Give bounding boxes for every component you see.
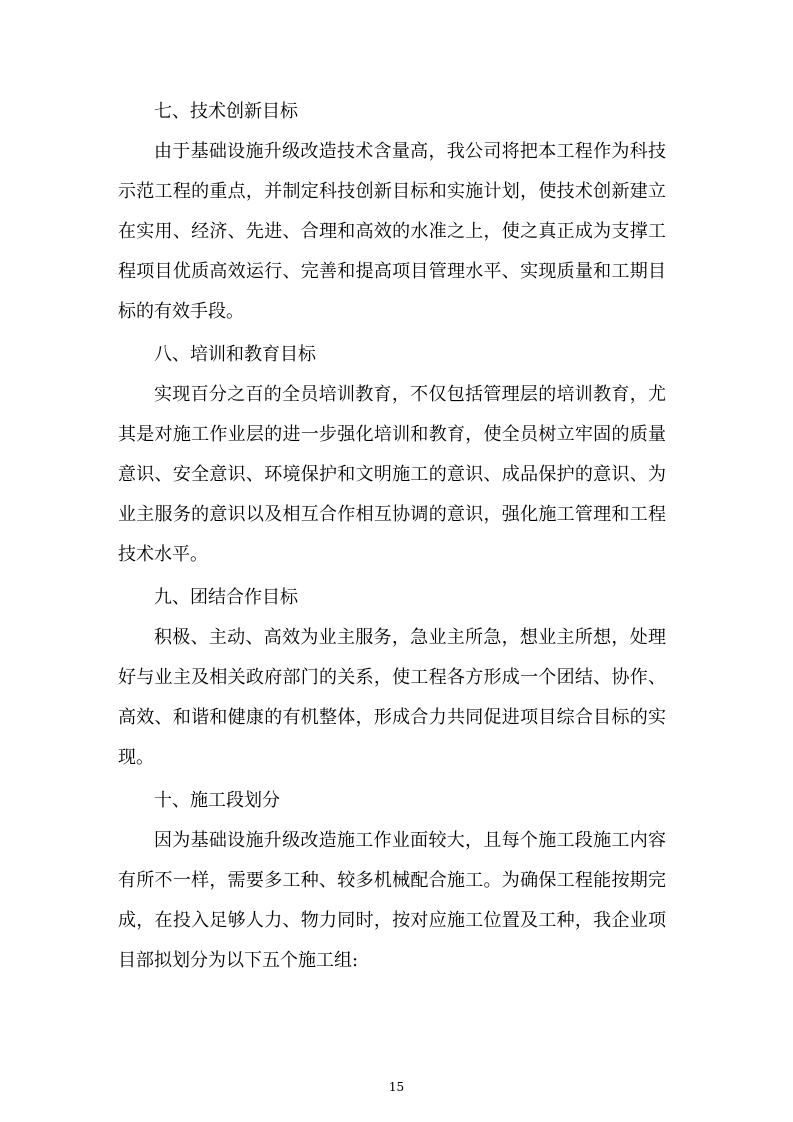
section-body-training-education: 实现百分之百的全员培训教育，不仅包括管理层的培训教育，尤其是对施工作业层的进一步强化培训和教育，使全员树立牢固的质量意识、安全意识、环境保护和文明施工的意识、成品保护的意识、为业主服务的意识以及相互合作相互协调的意识，强化施工管理和工程技术水平。 (118, 384, 666, 565)
page-number: 15 (388, 1080, 405, 1094)
section-body-technology-innovation: 由于基础设施升级改造技术含量高，我公司将把本工程作为科技示范工程的重点，并制定科技创新目标和实施计划，使技术创新建立在实用、经济、先进、合理和高效的水准之上，使之真正成为支撑工程项目优质高效运行、完善和提高项目管理水平、实现质量和工期目标的有效手段。 (118, 141, 666, 322)
section-heading-teamwork: 九、团结合作目标 (154, 587, 298, 608)
section-body-construction-sections: 因为基础设施升级改造施工作业面较大，且每个施工段施工内容有所不一样，需要多工种、较多机械配合施工。为确保工程能按期完成，在投入足够人力、物力同时，按对应施工位置及工种，我企业项目部拟划分为以下五个施工组: (118, 830, 666, 971)
section-body-teamwork: 积极、主动、高效为业主服务，急业主所急，想业主所想，处理好与业主及相关政府部门的关系，使工程各方形成一个团结、协作、高效、和谐和健康的有机整体，形成合力共同促进项目综合目标的实现。 (118, 627, 666, 768)
section-heading-technology-innovation: 七、技术创新目标 (154, 101, 298, 122)
section-heading-construction-sections: 十、施工段划分 (154, 790, 280, 811)
page-content (118, 92, 666, 981)
section-heading-training-education: 八、培训和教育目标 (154, 344, 316, 365)
